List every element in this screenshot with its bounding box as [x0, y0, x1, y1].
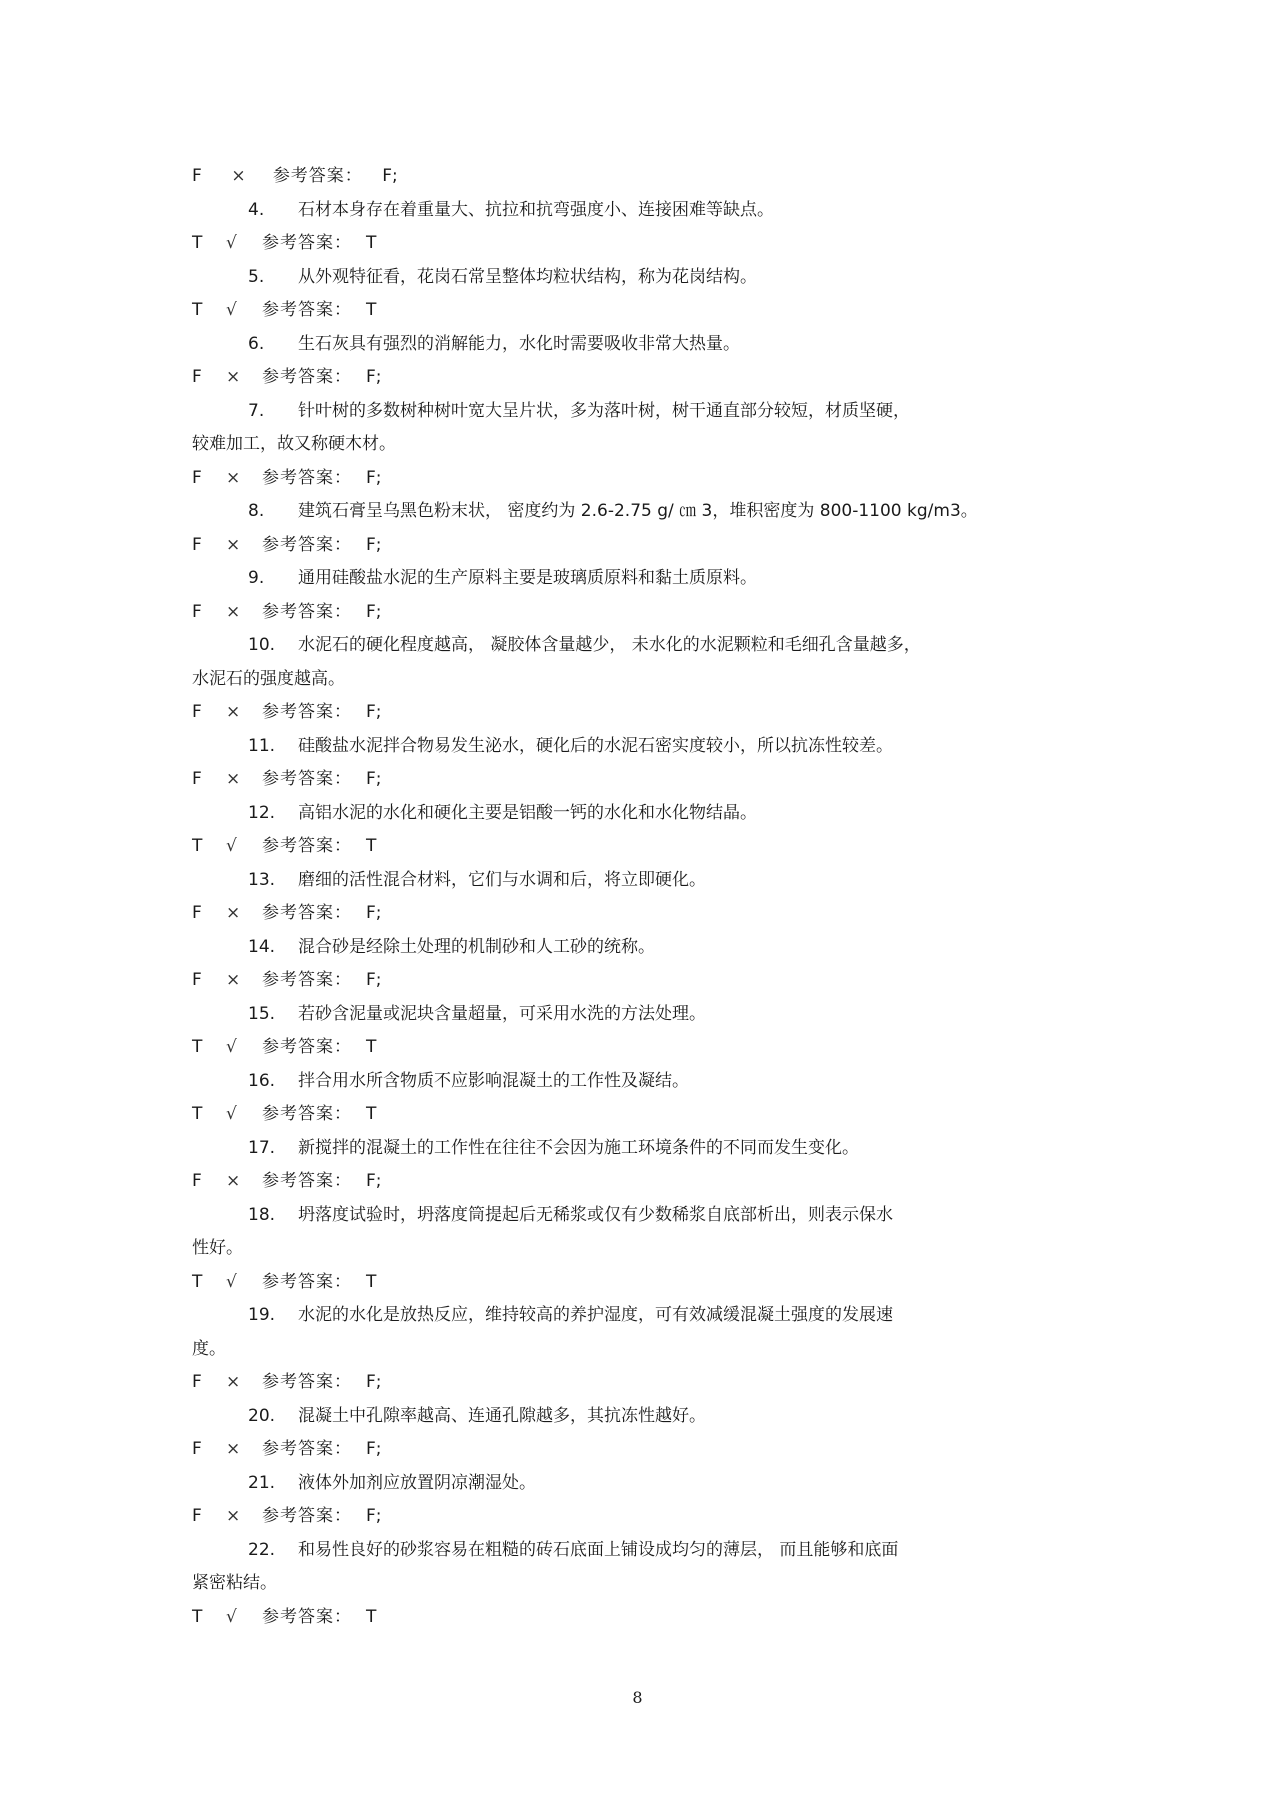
- answer-line: [192, 529, 1092, 563]
- question-text: 水泥石的硬化程度越高， 凝胶体含量越少， 未水化的水泥颗粒和毛细孔含量越多，: [298, 635, 921, 655]
- answer-value: F;: [366, 601, 382, 622]
- answer-mark: √: [226, 1271, 237, 1292]
- question-number: 10.: [248, 635, 276, 655]
- answer-mark: √: [226, 233, 237, 253]
- answer-line: [192, 361, 1092, 395]
- answer-line: [192, 897, 1092, 931]
- question-number: 17.: [248, 1137, 276, 1158]
- answer-label: 参考答案：: [262, 1439, 352, 1459]
- question-text-continued: 紧密粘结。: [192, 1573, 277, 1593]
- question-number: 14.: [248, 936, 276, 957]
- answer-mark: √: [226, 300, 237, 320]
- answer-label: 参考答案：: [262, 903, 352, 923]
- answer-line: [192, 1366, 1092, 1400]
- answer-value: T: [366, 836, 377, 856]
- question-number: 20.: [248, 1405, 276, 1426]
- answer-letter: F: [192, 601, 202, 622]
- answer-line: [192, 227, 1092, 261]
- answer-line: [192, 294, 1092, 328]
- question-line: [192, 1534, 1092, 1568]
- answer-value: F;: [366, 1439, 382, 1459]
- answer-line: [192, 696, 1092, 730]
- question-line: [192, 194, 1092, 228]
- question-line: [192, 562, 1092, 596]
- question-text: 高铝水泥的水化和硬化主要是铝酸一钙的水化和水化物结晶。: [298, 802, 757, 823]
- answer-mark: ×: [226, 903, 241, 923]
- question-line: [192, 629, 1092, 663]
- question-number: 16.: [248, 1070, 276, 1091]
- question-line: [192, 998, 1092, 1032]
- question-text: 新搅拌的混凝土的工作性在往往不会因为施工环境条件的不同而发生变化。: [298, 1137, 859, 1158]
- answer-value: F;: [366, 702, 382, 722]
- question-number: 12.: [248, 802, 276, 823]
- question-line: [192, 1132, 1092, 1166]
- answer-line: [192, 1433, 1092, 1467]
- question-number: 4.: [248, 199, 265, 220]
- question-line: [192, 328, 1092, 362]
- answer-line: [192, 1601, 1092, 1635]
- question-line: [192, 797, 1092, 831]
- answer-line: [192, 596, 1092, 630]
- answer-mark: ×: [226, 1372, 241, 1392]
- answer-label: 参考答案：: [262, 1506, 352, 1526]
- question-number: 8.: [248, 501, 265, 521]
- question-number: 15.: [248, 1003, 276, 1024]
- answer-value: T: [366, 1271, 377, 1292]
- answer-mark: √: [226, 1037, 237, 1057]
- answer-value: F;: [366, 903, 382, 923]
- question-line: [192, 1467, 1092, 1501]
- question-text: 磨细的活性混合材料，它们与水调和后，将立即硬化。: [298, 869, 706, 890]
- answer-value: F;: [366, 769, 382, 789]
- question-line: [192, 1065, 1092, 1099]
- answer-line: [192, 964, 1092, 998]
- answer-mark: √: [226, 836, 237, 856]
- question-text: 坍落度试验时，坍落度筒提起后无稀浆或仅有少数稀浆自底部析出，则表示保水: [298, 1204, 893, 1225]
- question-text: 从外观特征看，花岗石常呈整体均粒状结构，称为花岗结构。: [298, 266, 757, 287]
- question-line: [192, 1400, 1092, 1434]
- answer-label: 参考答案：: [262, 601, 352, 622]
- answer-value: F;: [366, 1171, 382, 1191]
- answer-mark: ×: [226, 1506, 241, 1526]
- question-text: 生石灰具有强烈的消解能力，水化时需要吸收非常大热量。: [298, 333, 740, 354]
- answer-value: F;: [382, 166, 398, 186]
- answer-mark: ×: [226, 769, 241, 789]
- answer-value: T: [366, 1037, 377, 1057]
- answer-mark: ×: [226, 1439, 241, 1459]
- question-list: [192, 160, 1092, 1634]
- answer-label: 参考答案：: [262, 1104, 352, 1124]
- answer-value: F;: [366, 1372, 382, 1392]
- question-text: 混合砂是经除土处理的机制砂和人工砂的统称。: [298, 936, 655, 957]
- answer-letter: F: [192, 1439, 202, 1459]
- page-number: 8: [632, 1688, 643, 1707]
- answer-line: [192, 160, 1092, 194]
- answer-value: F;: [366, 467, 382, 488]
- answer-label: 参考答案：: [262, 467, 352, 488]
- answer-value: F;: [366, 970, 382, 990]
- answer-label: 参考答案：: [262, 1171, 352, 1191]
- answer-label: 参考答案：: [262, 970, 352, 990]
- question-text: 石材本身存在着重量大、抗拉和抗弯强度小、连接困难等缺点。: [298, 199, 774, 220]
- answer-letter: F: [192, 769, 202, 789]
- answer-line: [192, 763, 1092, 797]
- question-number: 21.: [248, 1472, 276, 1493]
- answer-label: 参考答案：: [272, 166, 363, 186]
- answer-label: 参考答案：: [262, 836, 352, 856]
- answer-label: 参考答案：: [262, 1271, 352, 1292]
- answer-letter: T: [192, 1037, 203, 1057]
- question-text: 若砂含泥量或泥块含量超量，可采用水洗的方法处理。: [298, 1003, 706, 1024]
- question-line: [192, 864, 1092, 898]
- answer-letter: T: [192, 1606, 203, 1627]
- question-number: 11.: [248, 735, 276, 756]
- question-line: [192, 730, 1092, 764]
- question-line: [192, 931, 1092, 965]
- question-line: [192, 495, 1092, 529]
- answer-mark: √: [226, 1606, 237, 1627]
- answer-letter: F: [192, 367, 202, 387]
- question-text: 水泥的水化是放热反应，维持较高的养护湿度，可有效减缓混凝土强度的发展速: [298, 1305, 893, 1325]
- answer-line: [192, 1098, 1092, 1132]
- answer-letter: T: [192, 1104, 203, 1124]
- question-number: 19.: [248, 1305, 276, 1325]
- answer-letter: F: [192, 702, 202, 722]
- question-number: 5.: [248, 266, 265, 287]
- answer-mark: ×: [226, 467, 241, 488]
- answer-letter: F: [192, 903, 202, 923]
- answer-letter: T: [192, 1271, 203, 1292]
- answer-value: T: [366, 233, 377, 253]
- question-line: [192, 1299, 1092, 1333]
- answer-value: F;: [366, 534, 382, 555]
- answer-label: 参考答案：: [262, 233, 352, 253]
- question-text: 硅酸盐水泥拌合物易发生泌水，硬化后的水泥石密实度较小，所以抗冻性较差。: [298, 735, 893, 756]
- answer-value: T: [366, 1104, 377, 1124]
- answer-mark: ×: [231, 166, 246, 186]
- answer-label: 参考答案：: [262, 702, 352, 722]
- answer-letter: F: [192, 467, 202, 488]
- answer-letter: F: [192, 1171, 202, 1191]
- answer-label: 参考答案：: [262, 1606, 352, 1627]
- question-text: 拌合用水所含物质不应影响混凝土的工作性及凝结。: [298, 1070, 689, 1091]
- answer-value: F;: [366, 1506, 382, 1526]
- answer-mark: ×: [226, 601, 241, 622]
- question-text: 通用硅酸盐水泥的生产原料主要是玻璃质原料和黏土质原料。: [298, 568, 757, 588]
- question-number: 9.: [248, 568, 265, 588]
- answer-value: T: [366, 300, 377, 320]
- answer-line: [192, 1500, 1092, 1534]
- answer-mark: ×: [226, 534, 241, 555]
- question-text: 和易性良好的砂浆容易在粗糙的砖石底面上铺设成均匀的薄层， 而且能够和底面: [298, 1539, 899, 1560]
- answer-letter: F: [192, 534, 202, 555]
- answer-letter: F: [192, 1372, 202, 1392]
- answer-line: [192, 830, 1092, 864]
- question-number: 13.: [248, 869, 276, 890]
- question-text: 针叶树的多数树种树叶宽大呈片状，多为落叶树，树干通直部分较短，材质坚硬，: [298, 400, 910, 421]
- question-line: [192, 395, 1092, 429]
- answer-label: 参考答案：: [262, 1037, 352, 1057]
- answer-line: [192, 462, 1092, 496]
- answer-mark: ×: [226, 367, 241, 387]
- answer-letter: F: [192, 166, 202, 186]
- question-text-continued: 度。: [192, 1338, 226, 1359]
- answer-letter: T: [192, 233, 203, 253]
- answer-letter: T: [192, 836, 203, 856]
- answer-label: 参考答案：: [262, 1372, 352, 1392]
- question-number: 18.: [248, 1204, 276, 1225]
- question-line: [192, 1199, 1092, 1233]
- answer-line: [192, 1165, 1092, 1199]
- question-text: 建筑石膏呈乌黑色粉末状， 密度约为 2.6-2.75 g/ ㎝ 3，堆积密度为 800-1100 kg/m3。: [298, 501, 978, 521]
- answer-mark: ×: [226, 702, 241, 722]
- question-text: 混凝土中孔隙率越高、连通孔隙越多，其抗冻性越好。: [298, 1405, 706, 1426]
- answer-mark: √: [226, 1104, 237, 1124]
- answer-value: T: [366, 1606, 377, 1627]
- answer-label: 参考答案：: [262, 300, 352, 320]
- answer-line: [192, 1266, 1092, 1300]
- answer-label: 参考答案：: [262, 769, 352, 789]
- answer-label: 参考答案：: [262, 367, 352, 387]
- question-number: 22.: [248, 1539, 276, 1560]
- answer-mark: ×: [226, 970, 241, 990]
- answer-mark: ×: [226, 1171, 241, 1191]
- question-text-continued: 水泥石的强度越高。: [192, 668, 345, 689]
- question-text-continued: 性好。: [192, 1238, 243, 1258]
- question-text-continued: 较难加工，故又称硬木材。: [192, 434, 396, 454]
- answer-line: [192, 1031, 1092, 1065]
- answer-value: F;: [366, 367, 382, 387]
- answer-label: 参考答案：: [262, 534, 352, 555]
- question-text: 液体外加剂应放置阴凉潮湿处。: [298, 1472, 536, 1493]
- answer-letter: T: [192, 300, 203, 320]
- answer-letter: F: [192, 1506, 202, 1526]
- answer-letter: F: [192, 970, 202, 990]
- question-number: 7.: [248, 400, 265, 421]
- question-number: 6.: [248, 333, 265, 354]
- question-line: [192, 261, 1092, 295]
